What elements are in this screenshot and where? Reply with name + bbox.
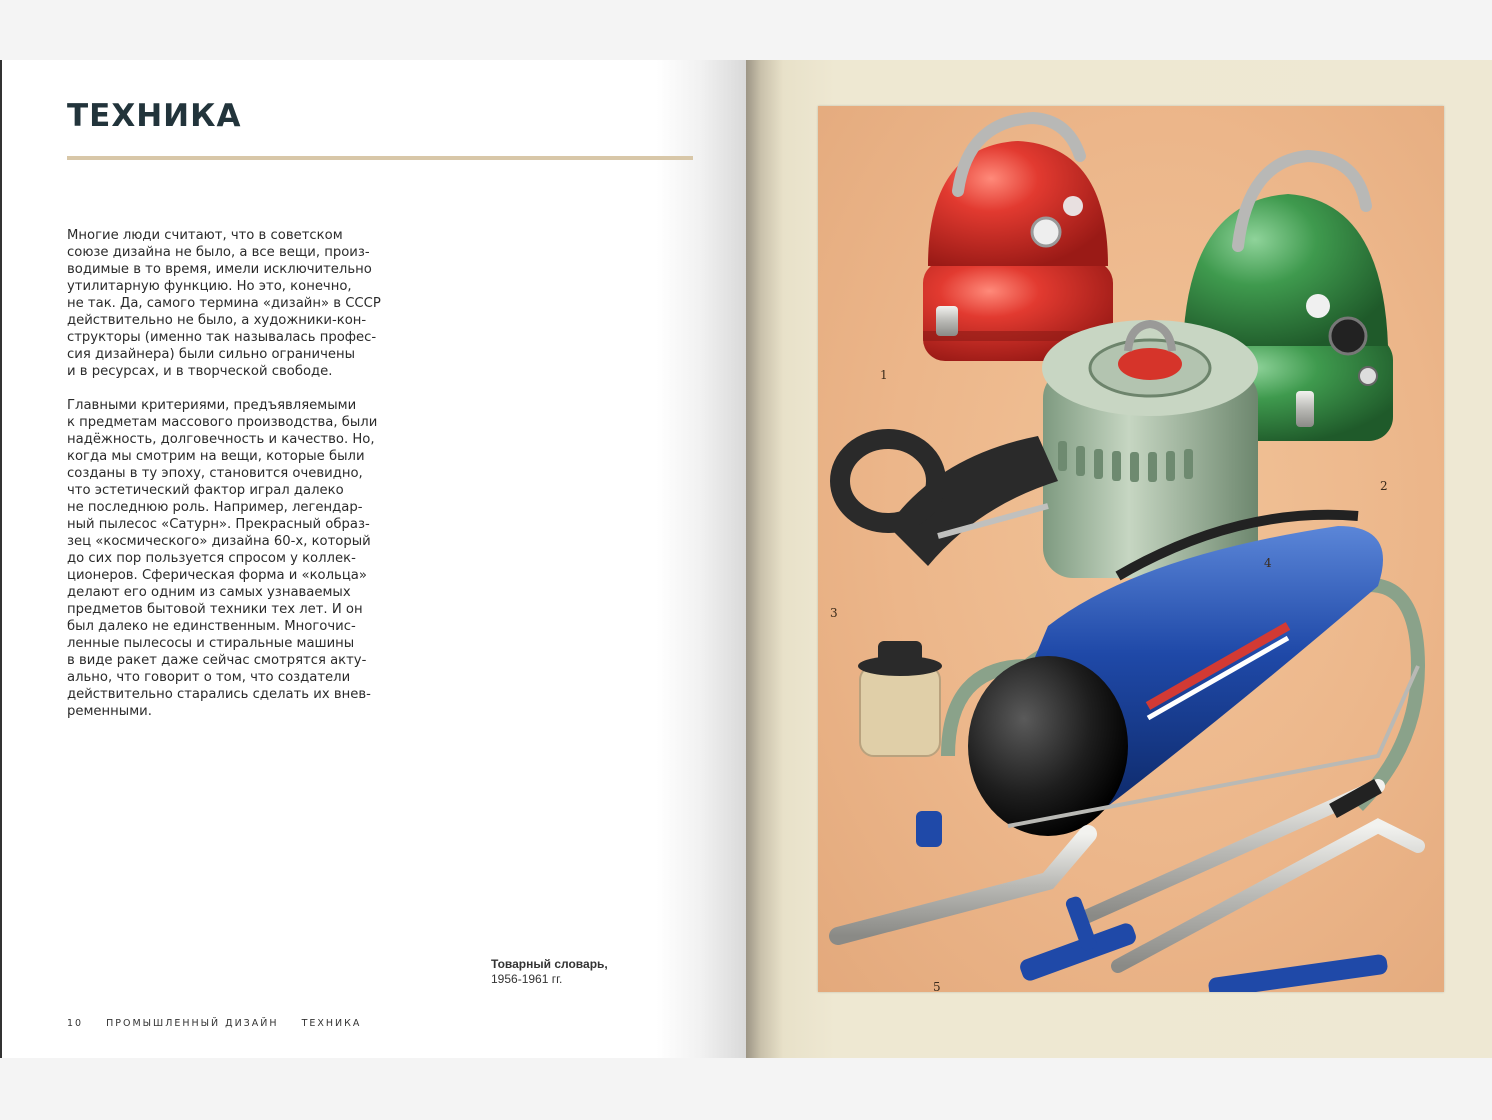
- page-footer: [67, 1018, 379, 1029]
- sprayer-jar: [858, 641, 942, 756]
- illustration-drawing: [818, 106, 1444, 992]
- image-caption: [491, 957, 608, 987]
- plate-number-5: 5: [933, 980, 941, 992]
- paragraph-2: Главными критериями, предъявляемыми к предметам массового производства, были надёжность, долговечность и качество. Но, когда мы смотрим на вещи, которые были созданы в ту эпоху, становится очевидно, что эстетический фактор играл далеко не последнюю роль. Например, легендар- ный пылесос «Сатурн». Прекрасный образ- зец «космического» дизайна 60-х, который до сих пор пользуется спросом у коллек- ционеров. Сферическая форма и «кольца» делают его одним из самых узнаваемых предметов бытовой техники тех лет. И он был далеко не единственным. Многочис- ленные пылесосы и стиральные машины в виде ракет даже сейчас смотрятся акту- ально, что говорит о том, что создатели действительно старались сделать их внев- ременными.: [67, 398, 378, 719]
- grey-green-vacuum: [1042, 320, 1258, 578]
- vacuum-cleaners-illustration: [818, 106, 1444, 992]
- plate-number-4: 4: [1264, 556, 1272, 570]
- caption-years: 1956-1961 гг.: [491, 972, 563, 986]
- page-title: ТЕХНИКА: [67, 98, 242, 134]
- left-page: [0, 60, 746, 1058]
- footer-chapter: ТЕХНИКА: [301, 1018, 362, 1029]
- vacuum-accessories: [838, 786, 1418, 992]
- plate-number-1: 1: [880, 368, 888, 382]
- red-vacuum: [923, 118, 1113, 361]
- footer-page-number: 10: [67, 1018, 84, 1029]
- title-divider: [67, 156, 693, 160]
- right-page: [746, 60, 1492, 1058]
- page-edge: [0, 60, 2, 1058]
- body-text: [67, 227, 397, 737]
- blue-vacuum: [968, 515, 1418, 836]
- paragraph-1: Многие люди считают, что в советском союзе дизайна не было, а все вещи, произ- водимые в то время, имели исключительно утилитарную функцию. Но это, конечно, не так. Да, самого термина «дизайн» в СССР действительно не было, а художники-кон- структоры (именно так называлась профес- сия дизайнера) были сильно ограничены и в ресурсах, и в творческой свободе.: [67, 228, 381, 379]
- black-hose-attachment: [840, 436, 1058, 566]
- plate-number-3: 3: [830, 606, 838, 620]
- footer-section: ПРОМЫШЛЕННЫЙ ДИЗАЙН: [106, 1018, 279, 1029]
- caption-title: Товарный словарь,: [491, 957, 608, 971]
- plate-number-2: 2: [1380, 479, 1388, 493]
